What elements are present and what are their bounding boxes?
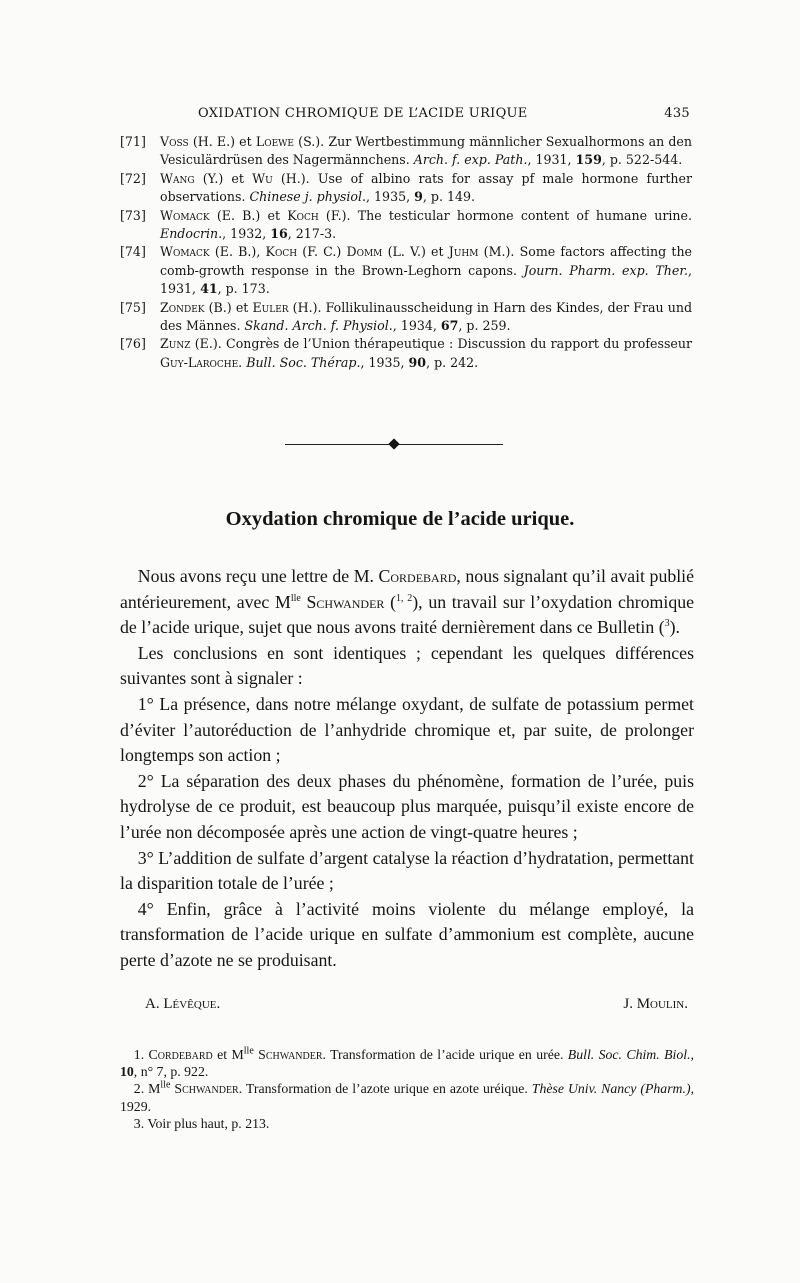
text: (H.). Follikulinausscheidung in Harn des Kindes, der Frau und des Männes.	[160, 299, 692, 334]
paragraph	[120, 769, 694, 846]
author: Wang	[160, 170, 195, 186]
text: , nous signalant qu’il avait publié antérieurement, avec M	[120, 566, 694, 612]
text: . Transformation de l’azote urique en azote uréique.	[238, 1081, 532, 1097]
author: Guy-Laroche	[160, 354, 239, 370]
text: 4° Enfin, grâce à l’activité moins violente du mélange employé, la transformation de l’acide urique en sulfate d’ammonium est complète, aucune perte d’azote ne se produisant.	[120, 898, 694, 970]
text: , 1934,	[392, 318, 441, 334]
text: (F.). The testicular hormone content of humane urine.	[318, 207, 693, 223]
journal: Chinese j. physiol.	[249, 189, 367, 205]
text: .	[238, 354, 247, 370]
author: Loewe	[255, 134, 294, 149]
paragraph	[120, 897, 694, 974]
reference-item	[120, 335, 692, 372]
text: ), un travail sur l’oxydation chromique de l’acide urique, sujet que nous avons traité dernièrement dans ce Bulletin (	[120, 591, 695, 638]
text: 3° L’addition de sulfate d’argent catalyse la réaction d’hydratation, permettant la disparition totale de l’urée ;	[120, 847, 694, 894]
text: Les conclusions en sont identiques ; cependant les quelques différences suivantes sont à signaler :	[120, 642, 694, 689]
text: , p. 522-544.	[601, 152, 683, 168]
reference-number: [74]	[120, 244, 146, 260]
volume: 10	[120, 1064, 134, 1080]
author: Koch	[265, 244, 298, 260]
author: Zondek	[160, 299, 205, 315]
footnote-number: 1.	[133, 1047, 145, 1062]
reference-number: [71]	[120, 134, 146, 149]
text: ,	[690, 1047, 694, 1062]
text: ).	[669, 617, 680, 638]
text: , p. 242.	[426, 354, 479, 370]
text: , 1931,	[527, 152, 576, 168]
reference-number: [73]	[120, 207, 146, 223]
author: Euler	[252, 299, 289, 315]
person-name: Schwander	[174, 1081, 239, 1097]
text: (F. C.)	[297, 244, 347, 260]
text: 1° La présence, dans notre mélange oxydant, de sulfate de potassium permet d’éviter l’autoréduction de l’anhydride chromique et, par suite, de prolonger longtemps son action ;	[120, 693, 694, 766]
text: (E. B.) et	[209, 207, 288, 223]
text: (	[384, 591, 397, 612]
author: Koch	[287, 207, 319, 223]
author: Womack	[160, 207, 210, 223]
footnote	[120, 1046, 694, 1080]
article-title: Oxydation chromique de l’acide urique.	[225, 508, 575, 530]
text: , 1929.	[120, 1081, 695, 1114]
text: , p. 173.	[217, 281, 270, 297]
superscript: lle	[290, 592, 301, 604]
author: Domm	[346, 244, 383, 260]
person-name: Cordebard	[378, 566, 457, 586]
superscript: lle	[160, 1079, 171, 1091]
article-body	[120, 564, 694, 974]
text: , 1931,	[160, 262, 692, 297]
journal: Thèse Univ. Nancy (Pharm.)	[531, 1081, 691, 1097]
paragraph	[120, 692, 694, 769]
text: (E. B.),	[209, 244, 266, 260]
author: Juhm	[448, 244, 479, 260]
journal: Bull. Soc. Thérap.	[246, 354, 361, 370]
reference-list	[120, 133, 692, 372]
page-number: 435	[664, 106, 690, 121]
reference-number: [72]	[120, 170, 146, 186]
journal: Arch. f. exp. Path.	[413, 152, 528, 168]
reference-item	[120, 207, 692, 244]
footnote	[120, 1115, 694, 1132]
text: 2° La séparation des deux phases du phénomène, formation de l’urée, puis hydrolyse de ce produit, est beaucoup plus marquée, puisqu’il existe encore de l’urée non décomposée après une action de vingt-quatre heures ;	[120, 770, 694, 842]
text: (H. E.) et	[188, 134, 256, 149]
author: Womack	[160, 244, 210, 260]
reference-item	[120, 243, 692, 298]
diamond-ornament-icon	[388, 438, 399, 449]
author: Zunz	[160, 336, 191, 352]
reference-item	[120, 170, 692, 207]
text: (L. V.) et	[382, 244, 449, 260]
paragraph	[120, 641, 694, 692]
volume: 9	[414, 189, 423, 205]
text: , 1935,	[366, 189, 415, 205]
person-name: Schwander	[258, 1047, 323, 1062]
author: Voss	[160, 134, 189, 149]
volume: 159	[575, 152, 602, 168]
text: , n° 7, p. 922.	[133, 1064, 209, 1080]
text: , 1932,	[222, 226, 271, 242]
paragraph	[120, 564, 694, 641]
text: et M	[212, 1047, 244, 1062]
journal: Journ. Pharm. exp. Ther.	[523, 262, 688, 278]
text: Nous avons reçu une lettre de M.	[137, 566, 379, 586]
journal: Skand. Arch. f. Physiol.	[244, 318, 393, 334]
text: (H.). Use of albino rats for assay pf male hormone further observations.	[160, 170, 692, 205]
signature-right: J. Moulin.	[623, 996, 688, 1012]
text: , p. 149.	[422, 189, 475, 205]
footnote-number: 2.	[133, 1081, 145, 1097]
text: (M.). Some factors affecting the comb-growth response in the Brown-Leghorn capons.	[160, 244, 693, 278]
person-name: Schwander	[306, 591, 385, 612]
text: (E.). Congrès de l’Union thérapeutique : Discussion du rapport du professeur	[190, 336, 692, 352]
text: 3. Voir plus haut, p. 213.	[133, 1115, 270, 1131]
superscript: lle	[243, 1045, 254, 1057]
person-name: Cordebard	[148, 1047, 213, 1062]
text: M	[144, 1081, 161, 1097]
text: , 1935,	[360, 354, 409, 370]
volume: 41	[200, 281, 218, 297]
signature-left: A. Lévêque.	[145, 996, 221, 1012]
reference-number: [76]	[120, 336, 146, 352]
text: , 217-3.	[287, 226, 337, 242]
text: , p. 259.	[458, 318, 511, 334]
footnote-ref: 1, 2	[396, 592, 413, 604]
reference-item	[120, 133, 692, 170]
journal: Endocrin.	[160, 226, 223, 242]
footnotes	[120, 1046, 694, 1132]
paragraph	[120, 846, 694, 897]
text: (B.) et	[204, 299, 253, 315]
journal: Bull. Soc. Chim. Biol.	[567, 1047, 691, 1062]
volume: 16	[270, 226, 288, 242]
volume: 90	[408, 354, 427, 370]
text: (S.). Zur Wertbestimmung männlicher Sexualhormons an den Vesiculärdrüsen des Nagermännchens.	[160, 134, 692, 168]
running-title: OXIDATION CHROMIQUE DE L’ACIDE URIQUE	[198, 106, 528, 121]
text: . Transformation de l’acide urique en urée.	[322, 1047, 568, 1062]
section-divider	[285, 436, 503, 454]
author: Wu	[252, 170, 273, 186]
footnote-ref: 3	[664, 618, 670, 630]
footnote	[120, 1080, 694, 1114]
reference-number: [75]	[120, 299, 146, 315]
text: (Y.) et	[194, 170, 253, 186]
volume: 67	[440, 318, 459, 334]
reference-item	[120, 299, 692, 336]
